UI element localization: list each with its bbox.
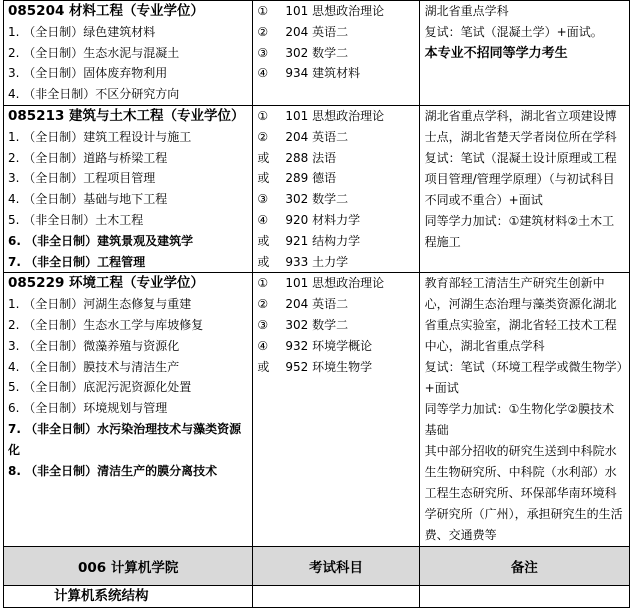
exam-order-mark: ③ (257, 317, 269, 332)
exam-code: 920 (285, 212, 309, 227)
exam-name: 材料力学 (312, 212, 361, 227)
direction-item: 2. （全日制）生态水工学与库坡修复 (8, 317, 204, 332)
exam-name: 结构力学 (312, 233, 361, 248)
direction-item: 1. （全日制）建筑工程设计与施工 (8, 129, 192, 144)
exam-code: 302 (285, 192, 309, 207)
exam-order-mark: ① (257, 108, 269, 123)
direction-item: 4. （全日制）基础与地下工程 (8, 192, 168, 207)
remark-text: 湖北省重点学科 (424, 4, 509, 18)
exam-subject (253, 43, 418, 64)
exam-order-mark: ② (257, 24, 269, 39)
exam-code: 204 (285, 129, 309, 144)
exam-code: 204 (285, 24, 309, 39)
direction-item: 1. （全日制）河湖生态修复与重建 (8, 297, 192, 312)
exam-name: 数学二 (312, 192, 349, 207)
exam-order-mark: ④ (257, 66, 269, 81)
exam-subject (253, 336, 418, 357)
exam-code: 302 (285, 317, 309, 332)
exam-subject (253, 22, 418, 43)
exam-order-mark: ② (257, 129, 269, 144)
direction-item: 7. （非全日制）工程管理 (8, 254, 146, 269)
direction-item: 1. （全日制）绿色建筑材料 (8, 24, 156, 39)
program-row (4, 105, 630, 272)
exam-order-mark: 或 (257, 171, 270, 186)
exam-code: 101 (285, 276, 309, 291)
exam-name: 思想政治理论 (312, 4, 385, 18)
program-title: 085229 环境工程（专业学位） (8, 275, 205, 292)
direction-item: 4. （全日制）膜技术与清洁生产 (8, 359, 180, 374)
exam-order-mark: 或 (257, 233, 270, 248)
exam-order-mark: ③ (257, 45, 269, 60)
enrollment-table (3, 0, 630, 608)
exam-name: 数学二 (312, 45, 349, 60)
exam-name: 法语 (312, 150, 337, 165)
exam-code: 933 (285, 254, 309, 269)
exam-subject (253, 357, 418, 378)
direction-item: 8. （非全日制）清洁生产的膜分离技术 (8, 463, 218, 478)
program-directions-cell (4, 273, 253, 547)
remark-text: 本专业不招同等学力考生 (424, 46, 568, 61)
exam-order-mark: ② (257, 297, 269, 312)
direction-item: 2. （全日制）生态水泥与混凝土 (8, 45, 180, 60)
remark-text: 其中部分招收的研究生送到中科院水生生物研究所、中科院（水利部）水工程生态研究所、环保部华南环境科学研究所（广州），承担研究生的生活费、交通费等 (424, 444, 623, 543)
direction-item: 5. （非全日制）土木工程 (8, 212, 144, 227)
exam-name: 英语二 (312, 24, 349, 39)
direction-item: 7. （非全日制）水污染治理技术与藻类资源化 (8, 421, 242, 457)
header-col1: 006 计算机学院 (4, 547, 253, 586)
remark-text: 复试：笔试（混凝土学）+面试。 (424, 25, 603, 39)
exam-subject (253, 210, 418, 231)
exam-name: 土力学 (312, 254, 349, 269)
header-col2: 考试科目 (253, 547, 419, 586)
exam-order-mark: 或 (257, 359, 270, 374)
exam-code: 921 (285, 233, 309, 248)
exam-code: 932 (285, 338, 309, 353)
exam-name: 思想政治理论 (312, 276, 385, 291)
exam-order-mark: ③ (257, 192, 269, 207)
exam-name: 英语二 (312, 297, 349, 312)
exam-name: 建筑材料 (312, 66, 361, 81)
exam-subject (253, 231, 418, 252)
section-header-row (4, 547, 630, 586)
program-row (4, 273, 630, 547)
exam-subject (253, 294, 418, 315)
exam-name: 环境生物学 (312, 359, 373, 374)
header-col3: 备注 (419, 547, 629, 586)
exam-code: 204 (285, 297, 309, 312)
remarks-cell (419, 273, 629, 547)
exam-name: 环境学概论 (312, 338, 373, 353)
exam-subject (253, 106, 418, 127)
exam-subject (253, 252, 418, 273)
direction-item: 3. （全日制）微藻养殖与资源化 (8, 338, 180, 353)
exam-subject (253, 148, 418, 169)
program-directions-cell (4, 1, 253, 106)
remarks-cell (419, 1, 629, 106)
direction-item: 2. （全日制）道路与桥梁工程 (8, 150, 168, 165)
exam-order-mark: ④ (257, 338, 269, 353)
exam-subject (253, 1, 418, 22)
exam-code: 101 (285, 108, 309, 123)
program-row (4, 1, 630, 106)
exam-order-mark: ④ (257, 212, 269, 227)
exam-code: 934 (285, 66, 309, 81)
direction-item: 3. （全日制）固体废弃物利用 (8, 66, 168, 81)
partial-title: 计算机系统结构 (54, 588, 149, 605)
exam-name: 思想政治理论 (312, 108, 385, 123)
remark-text: 同等学力加试：①生物化学②膜技术基础 (424, 402, 615, 438)
remark-text: 复试：笔试（环境工程学或微生物学）+面试 (424, 360, 623, 396)
exam-name: 数学二 (312, 317, 349, 332)
exam-order-mark: ① (257, 4, 269, 18)
remark-text: 复试：笔试（混凝土设计原理或工程项目管理/管理学原理）（与初试科目不同或不重合）+面试 (424, 150, 617, 207)
exam-order-mark: 或 (257, 254, 270, 269)
exam-subject (253, 168, 418, 189)
exam-subject (253, 315, 418, 336)
remark-text: 教育部轻工清洁生产研究生创新中心，河湖生态治理与藻类资源化湖北省重点实验室，湖北省轻工技术工程中心，湖北省重点学科 (424, 276, 617, 354)
direction-item: 5. （全日制）底泥污泥资源化处置 (8, 380, 192, 395)
exam-order-mark: 或 (257, 150, 270, 165)
program-directions-cell (4, 105, 253, 272)
direction-item: 6. （全日制）环境规划与管理 (8, 401, 168, 416)
exam-subject (253, 189, 418, 210)
direction-item: 3. （全日制）工程项目管理 (8, 171, 156, 186)
program-title: 085204 材料工程（专业学位） (8, 3, 205, 19)
exam-code: 289 (285, 171, 309, 186)
direction-item: 4. （非全日制）不区分研究方向 (8, 87, 180, 102)
exam-order-mark: ① (257, 276, 269, 291)
remark-text: 湖北省重点学科，湖北省立项建设博士点，湖北省楚天学者岗位所在学科 (424, 108, 617, 144)
exam-name: 德语 (312, 171, 337, 186)
exam-code: 288 (285, 150, 309, 165)
exam-subjects-cell (253, 105, 419, 272)
exam-subjects-cell (253, 1, 419, 106)
exam-subject (253, 273, 418, 294)
exam-name: 英语二 (312, 129, 349, 144)
exam-subject (253, 127, 418, 148)
remark-text: 同等学力加试：①建筑材料②土木工程施工 (424, 213, 615, 249)
exam-code: 952 (285, 359, 309, 374)
partial-row (4, 586, 630, 608)
remarks-cell (419, 105, 629, 272)
exam-subjects-cell (253, 273, 419, 547)
exam-subject (253, 63, 418, 84)
direction-item: 6. （非全日制）建筑景观及建筑学 (8, 233, 194, 248)
exam-code: 101 (285, 4, 309, 18)
program-title: 085213 建筑与土木工程（专业学位） (8, 107, 245, 124)
exam-code: 302 (285, 45, 309, 60)
